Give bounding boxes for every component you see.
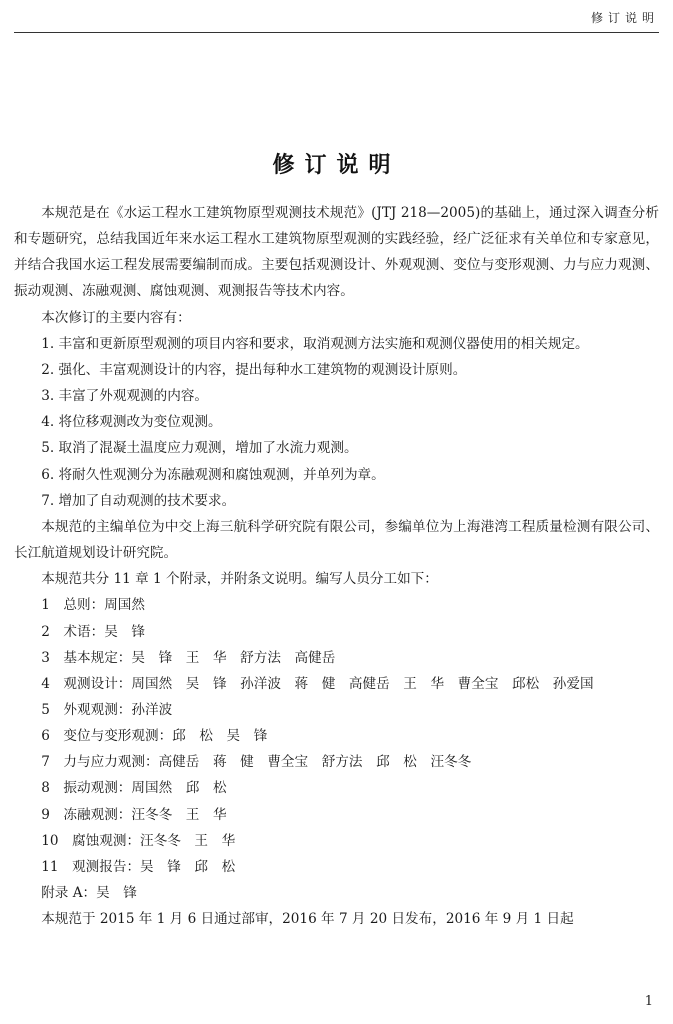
author-line-appendix: 附录 A：吴 锋: [41, 885, 137, 902]
author-line-4: 4 观测设计：周国然 吴 锋 孙洋波 蒋 健 高健岳 王 华 曹全宝 邱松 孙爱国: [41, 675, 594, 692]
closing-paragraph: 本规范于 2015 年 1 月 6 日通过部审，2016 年 7 月 20 日发布，2016 年 9 月 1 日起: [41, 911, 574, 928]
revision-item-5: 5. 取消了混凝土温度应力观测，增加了水流力观测。: [41, 440, 358, 457]
intro-paragraph: 本规范是在《水运工程水工建筑物原型观测技术规范》(JTJ 218—2005)的基础上，通过深入调查分析和专题研究，总结我国近年来水运工程水工建筑物原型观测的实践经验，经广泛征求有关单位和专家意见，并结合我国水运工程发展需要编制而成。主要包括观测设计、外观观测、变位与变形观测、力与应力观测、振动观测、冻融观测、腐蚀观测、观测报告等技术内容。: [14, 205, 659, 300]
author-line-7: 7 力与应力观测：高健岳 蒋 健 曹全宝 舒方法 邱 松 汪冬冬: [41, 754, 472, 771]
author-line-10: 10 腐蚀观测：汪冬冬 王 华: [41, 832, 236, 849]
author-line-11: 11 观测报告：吴 锋 邱 松: [41, 858, 236, 875]
revision-item-1: 1. 丰富和更新原型观测的项目内容和要求，取消观测方法实施和观测仪器使用的相关规定。: [41, 335, 589, 352]
page-number: 1: [644, 994, 653, 1009]
author-line-5: 5 外观观测：孙洋波: [41, 701, 173, 718]
page-title: 修订说明: [272, 152, 401, 178]
body-text: [14, 200, 659, 932]
revision-item-6: 6. 将耐久性观测分为冻融观测和腐蚀观测，并单列为章。: [41, 466, 385, 483]
header-rule: [14, 32, 659, 33]
author-line-9: 9 冻融观测：汪冬冬 王 华: [41, 806, 227, 823]
revision-item-7: 7. 增加了自动观测的技术要求。: [41, 492, 236, 509]
author-line-1: 1 总则：周国然: [41, 597, 145, 614]
revision-item-3: 3. 丰富了外观观测的内容。: [41, 388, 209, 405]
revision-heading: 本次修订的主要内容有：: [41, 309, 191, 326]
editor-units-paragraph: 本规范的主编单位为中交上海三航科学研究院有限公司，参编单位为上海港湾工程质量检测有限公司、长江航道规划设计研究院。: [14, 518, 659, 562]
author-line-3: 3 基本规定：吴 锋 王 华 舒方法 高健岳: [41, 649, 336, 666]
revision-item-2: 2. 强化、丰富观测设计的内容，提出每种水工建筑物的观测设计原则。: [41, 361, 467, 378]
revision-item-4: 4. 将位移观测改为变位观测。: [41, 414, 222, 431]
author-line-6: 6 变位与变形观测：邱 松 吴 锋: [41, 728, 268, 745]
author-line-8: 8 振动观测：周国然 邱 松: [41, 780, 227, 797]
running-header: 修订说明: [590, 11, 659, 25]
author-line-2: 2 术语：吴 锋: [41, 623, 145, 640]
structure-paragraph: 本规范共分 11 章 1 个附录，并附条文说明。编写人员分工如下：: [41, 571, 438, 588]
